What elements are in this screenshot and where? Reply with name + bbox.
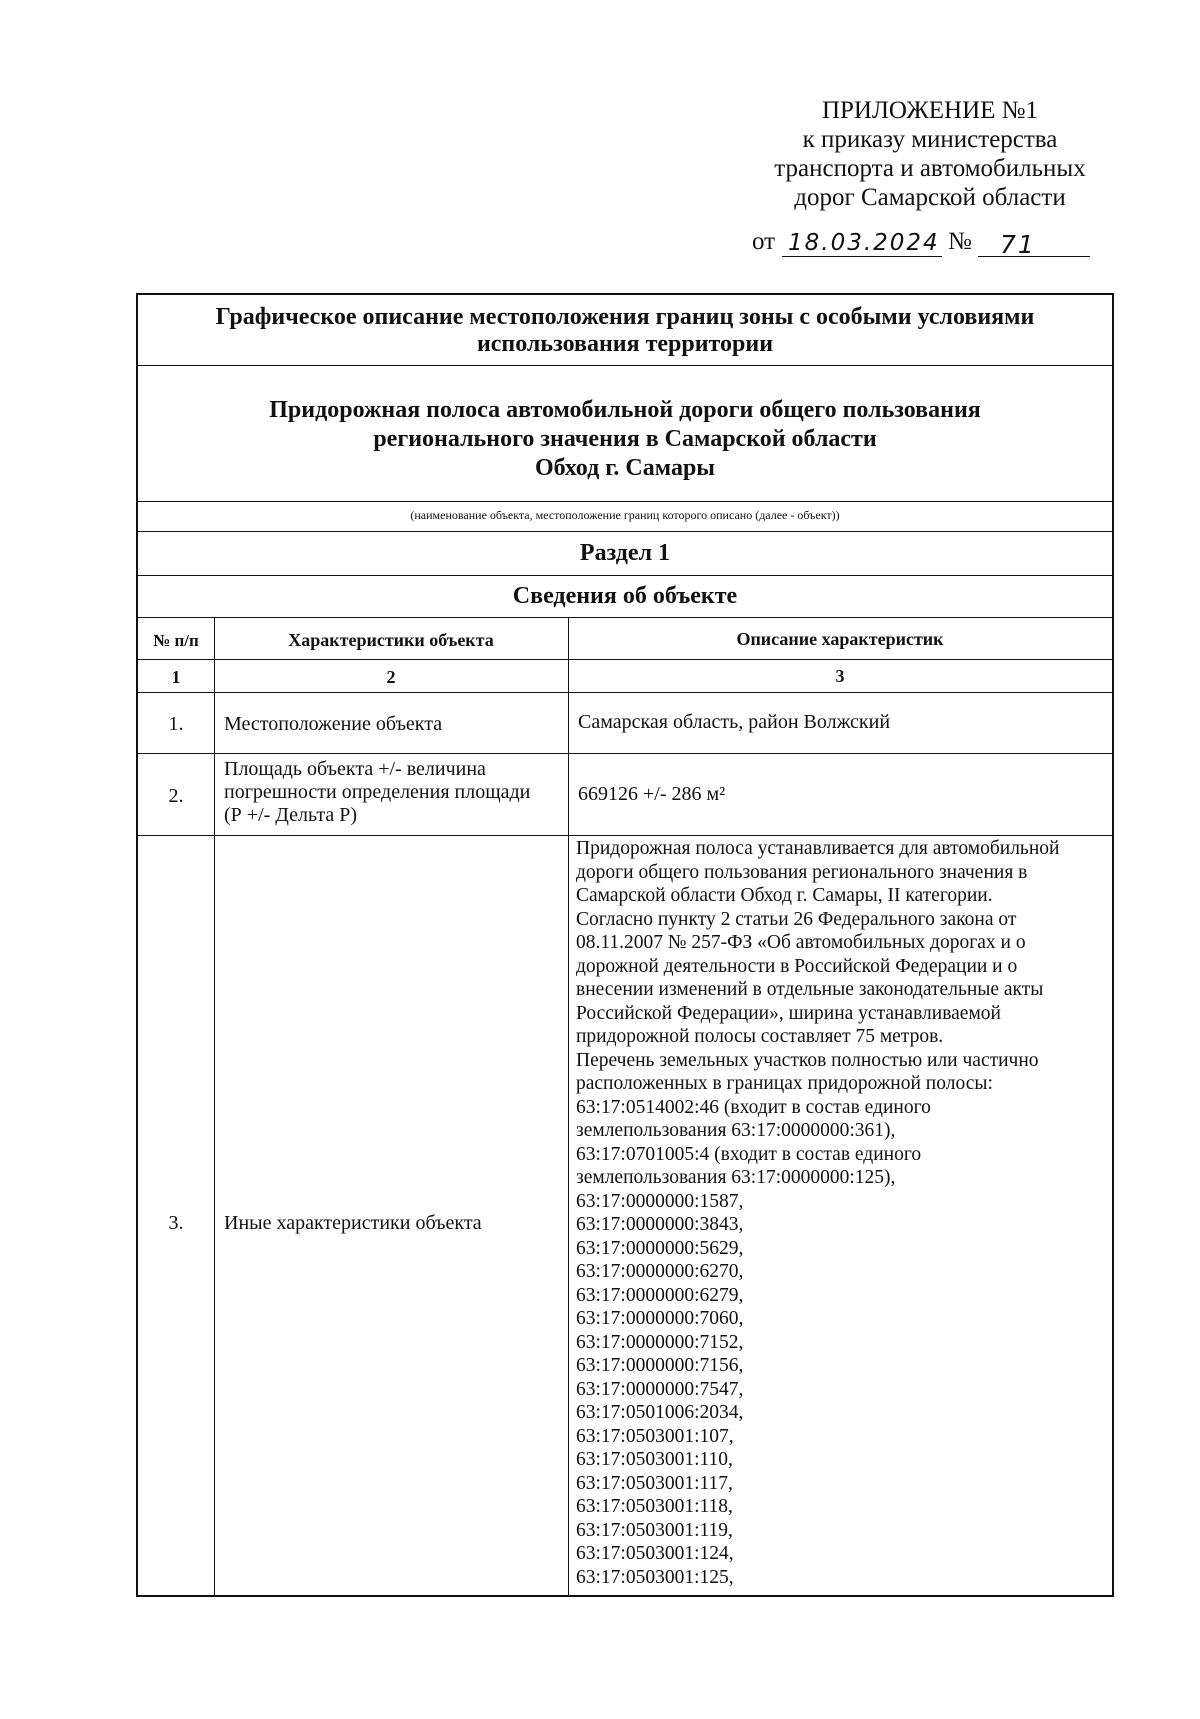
document-title: Графическое описание местоположения границ зоны с особыми условиями использования территории xyxy=(215,304,1035,357)
description-line: 63:17:0000000:6279, xyxy=(576,1284,744,1306)
description-line: Самарской области Обход г. Самары, II категории. xyxy=(576,885,993,906)
header-number: № п/п xyxy=(153,631,199,650)
appendix-title: ПРИЛОЖЕНИЕ №1 xyxy=(821,97,1039,124)
description-line: 63:17:0701005:4 (входит в состав единого xyxy=(576,1143,922,1165)
column-divider xyxy=(214,754,215,835)
description-line: землепользования 63:17:0000000:361), xyxy=(576,1120,896,1141)
document-table xyxy=(136,293,1114,1597)
column-number-2: 2 xyxy=(386,667,396,687)
object-caption-row xyxy=(138,502,1112,532)
description-line: 63:17:0000000:7152, xyxy=(576,1331,744,1353)
column-divider xyxy=(214,693,215,753)
order-prefix: от xyxy=(752,228,776,255)
description-line: Российской Федерации», ширина устанавливаемой xyxy=(576,1002,1001,1024)
description-line: Перечень земельных участков полностью или частично xyxy=(576,1049,1039,1071)
appendix-header xyxy=(740,96,1120,212)
column-divider xyxy=(568,836,569,1595)
description-line: дорожной деятельности в Российской Федерации и о xyxy=(576,955,1018,977)
appendix-line-1: к приказу министерства xyxy=(802,126,1058,153)
order-reference xyxy=(752,228,1122,260)
row-characteristic xyxy=(224,758,564,827)
order-number: 71 xyxy=(1000,230,1036,259)
description-line: внесении изменений в отдельные законодательные акты xyxy=(576,979,1044,1000)
document-title-row xyxy=(138,295,1112,366)
description-line: 63:17:0503001:125, xyxy=(576,1566,734,1588)
characteristic-line: (Р +/- Дельта Р) xyxy=(224,804,358,826)
row-number: 2. xyxy=(168,785,184,807)
row-characteristic: Местоположение объекта xyxy=(224,713,443,735)
table-numbering-row xyxy=(138,660,1112,693)
section-title-row xyxy=(138,576,1112,618)
column-divider xyxy=(214,836,215,1595)
description-line: 63:17:0000000:7060, xyxy=(576,1308,744,1329)
appendix-line-2: транспорта и автомобильных xyxy=(774,155,1086,182)
table-row xyxy=(138,836,1112,1595)
column-divider xyxy=(568,754,569,835)
description-line: 63:17:0000000:3843, xyxy=(576,1214,744,1235)
column-number-1: 1 xyxy=(171,667,181,687)
description-line: 63:17:0000000:5629, xyxy=(576,1237,744,1259)
description-line: дороги общего пользования регионального значения в xyxy=(576,861,1028,883)
row-description: Самарская область, район Волжский xyxy=(578,711,891,733)
section-label: Раздел 1 xyxy=(579,540,671,566)
description-line: Придорожная полоса устанавливается для автомобильной xyxy=(576,838,1060,859)
characteristic-line: погрешности определения площади xyxy=(224,781,531,803)
appendix-line-3: дорог Самарской области xyxy=(794,184,1066,211)
object-name-line-2: регионального значения в Самарской области xyxy=(373,426,877,452)
header-characteristic: Характеристики объекта xyxy=(288,630,494,650)
column-divider xyxy=(568,693,569,753)
order-number-label: № xyxy=(948,228,972,255)
description-line: 08.11.2007 № 257-ФЗ «Об автомобильных дорогах и о xyxy=(576,932,1026,953)
description-line: землепользования 63:17:0000000:125), xyxy=(576,1167,896,1188)
description-line: Согласно пункту 2 статьи 26 Федерального закона от xyxy=(576,908,1017,930)
order-date: 18.03.2024 xyxy=(788,230,940,256)
description-line: 63:17:0503001:110, xyxy=(576,1449,733,1470)
description-line: 63:17:0503001:118, xyxy=(576,1496,733,1517)
characteristic-line: Площадь объекта +/- величина xyxy=(224,758,486,780)
description-line: 63:17:0501006:2034, xyxy=(576,1402,744,1423)
object-name-row xyxy=(138,366,1112,502)
header-description: Описание характеристик xyxy=(736,629,944,649)
table-header-row xyxy=(138,618,1112,660)
table-row xyxy=(138,693,1112,754)
description-line: 63:17:0000000:1587, xyxy=(576,1190,744,1212)
description-line: 63:17:0503001:107, xyxy=(576,1425,734,1447)
description-line: 63:17:0503001:117, xyxy=(576,1472,733,1494)
row-description xyxy=(576,837,1110,1589)
description-line: придорожной полосы составляет 75 метров. xyxy=(576,1026,944,1047)
section-row xyxy=(138,532,1112,576)
description-line: 63:17:0000000:6270, xyxy=(576,1261,744,1282)
description-line: 63:17:0503001:124, xyxy=(576,1543,734,1564)
object-name-line-1: Придорожная полоса автомобильной дороги общего пользования xyxy=(269,397,981,423)
description-line: 63:17:0514002:46 (входит в состав единого xyxy=(576,1096,931,1118)
row-description: 669126 +/- 286 м² xyxy=(578,783,726,805)
row-characteristic: Иные характеристики объекта xyxy=(224,1212,482,1234)
column-number-3: 3 xyxy=(835,666,845,686)
table-row xyxy=(138,754,1112,836)
description-line: 63:17:0000000:7156, xyxy=(576,1355,744,1376)
row-number: 3. xyxy=(168,1212,184,1234)
row-number: 1. xyxy=(168,713,184,735)
section-title: Сведения об объекте xyxy=(512,583,738,609)
object-caption: (наименование объекта, местоположение границ которого описано (далее - объект)) xyxy=(410,508,840,522)
description-line: 63:17:0000000:7547, xyxy=(576,1378,744,1400)
object-name-line-3: Обход г. Самары xyxy=(534,455,716,481)
description-line: расположенных в границах придорожной полосы: xyxy=(576,1073,993,1094)
description-line: 63:17:0503001:119, xyxy=(576,1519,733,1541)
